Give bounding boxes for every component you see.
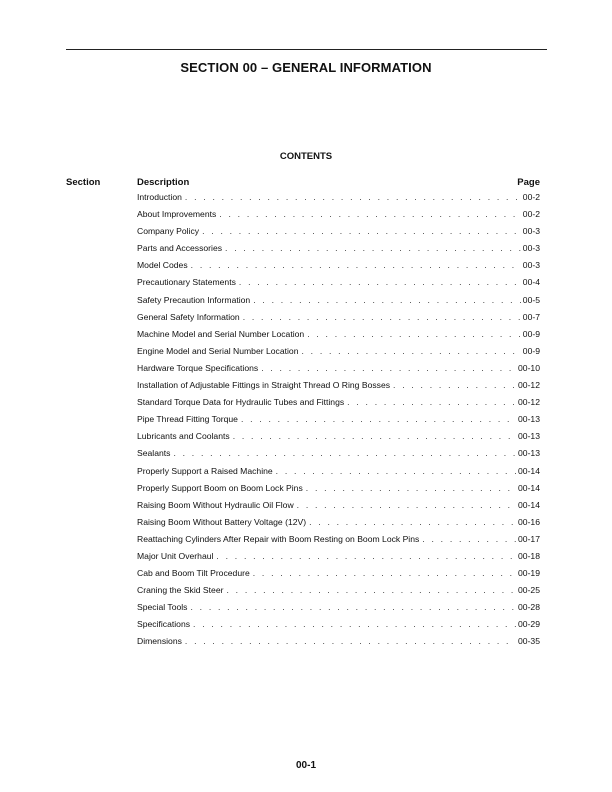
dot-leader [185, 636, 516, 646]
toc-entry[interactable] [137, 277, 540, 294]
toc-entry-page: 00-12 [518, 380, 540, 391]
toc-entry-description: Specifications [137, 619, 191, 630]
toc-entry-page: 00-2 [522, 192, 540, 202]
contents-heading: CONTENTS [279, 151, 333, 162]
toc-entry-page: 00-5 [522, 294, 540, 305]
toc-entry-description: Hardware Torque Specifications [137, 362, 259, 373]
dot-leader [253, 568, 516, 578]
dot-leader [241, 414, 516, 424]
toc-entry-description: Craning the Skid Steer [137, 585, 224, 596]
toc-entry-description: Properly Support a Raised Machine [137, 465, 273, 476]
dot-leader [297, 500, 516, 510]
dot-leader [261, 363, 516, 373]
toc-entry[interactable] [137, 380, 540, 397]
toc-entry-page: 00-12 [518, 397, 540, 408]
toc-entry-page: 00-29 [518, 619, 540, 630]
dot-leader [301, 346, 520, 356]
top-rule [66, 49, 547, 50]
toc-entry[interactable] [137, 243, 540, 260]
toc-entry-description: General Safety Information [137, 311, 240, 322]
toc-entry-description: Sealants [137, 448, 171, 459]
toc-entry-page: 00-19 [518, 568, 540, 579]
column-header-section: Section [66, 177, 101, 188]
toc-entry-page: 00-14 [518, 482, 540, 493]
toc-entry-description: Raising Boom Without Battery Voltage (12V) [137, 516, 307, 527]
toc-entry-description: Installation of Adjustable Fittings in Straight Thread O Ring Bosses [137, 380, 391, 391]
dot-leader [307, 329, 521, 339]
toc-entry-description: Reattaching Cylinders After Repair with Boom Resting on Boom Lock Pins [137, 533, 420, 544]
toc-entry-description: Properly Support Boom on Boom Lock Pins [137, 482, 303, 493]
dot-leader [185, 192, 521, 202]
toc-entry-description: Major Unit Overhaul [137, 550, 214, 561]
toc-entry-page: 00-7 [522, 311, 540, 322]
table-of-contents [137, 192, 540, 654]
toc-entry[interactable] [137, 534, 540, 551]
dot-leader [225, 243, 521, 253]
toc-entry[interactable] [137, 312, 540, 329]
toc-entry-description: Machine Model and Serial Number Location [137, 328, 305, 339]
toc-entry-page: 00-3 [522, 226, 540, 237]
toc-entry[interactable] [137, 192, 540, 209]
toc-entry-page: 00-17 [518, 533, 540, 544]
toc-entry-description: Precautionary Statements [137, 277, 236, 288]
toc-entry-page: 00-9 [522, 328, 540, 339]
toc-entry-page: 00-13 [518, 448, 540, 459]
column-header-description: Description [137, 177, 190, 188]
toc-entry-description: Model Codes [137, 260, 188, 271]
toc-entry[interactable] [137, 517, 540, 534]
toc-entry-page: 00-3 [522, 243, 540, 254]
toc-entry-description: Dimensions [137, 636, 182, 647]
dot-leader [193, 619, 516, 629]
dot-leader [239, 277, 521, 287]
toc-entry[interactable] [137, 329, 540, 346]
dot-leader [243, 312, 521, 322]
toc-entry-page: 00-14 [518, 465, 540, 476]
toc-entry-description: Parts and Accessories [137, 243, 223, 254]
page-title: SECTION 00 – GENERAL INFORMATION [180, 60, 432, 75]
toc-entry[interactable] [137, 585, 540, 602]
toc-entry[interactable] [137, 397, 540, 414]
dot-leader [309, 517, 516, 527]
toc-entry[interactable] [137, 602, 540, 619]
column-header-page: Page [517, 177, 540, 188]
dot-leader [422, 534, 516, 544]
toc-entry-page: 00-3 [522, 260, 540, 271]
toc-entry-page: 00-2 [522, 209, 540, 220]
toc-entry-description: Raising Boom Without Hydraulic Oil Flow [137, 499, 294, 510]
toc-entry-page: 00-18 [518, 550, 540, 561]
toc-entry-description: Lubricants and Coolants [137, 431, 230, 442]
dot-leader [306, 483, 516, 493]
dot-leader [233, 431, 516, 441]
toc-entry-description: About Improvements [137, 209, 217, 220]
toc-entry-page: 00-28 [518, 602, 540, 613]
toc-entry[interactable] [137, 619, 540, 636]
toc-entry-description: Pipe Thread Fitting Torque [137, 414, 238, 425]
toc-entry[interactable] [137, 448, 540, 465]
toc-entry[interactable] [137, 483, 540, 500]
toc-entry[interactable] [137, 226, 540, 243]
dot-leader [191, 260, 521, 270]
toc-entry[interactable] [137, 551, 540, 568]
toc-entry[interactable] [137, 363, 540, 380]
page-number: 00-1 [295, 760, 316, 771]
toc-entry-page: 00-9 [522, 345, 540, 356]
dot-leader [347, 397, 516, 407]
dot-leader [190, 602, 516, 612]
toc-entry[interactable] [137, 414, 540, 431]
dot-leader [276, 466, 516, 476]
dot-leader [202, 226, 521, 236]
toc-entry[interactable] [137, 466, 540, 483]
toc-entry-description: Engine Model and Serial Number Location [137, 345, 299, 356]
dot-leader [219, 209, 521, 219]
toc-entry-page: 00-16 [518, 516, 540, 527]
toc-entry-description: Introduction [137, 192, 182, 202]
dot-leader [253, 295, 521, 305]
toc-entry-description: Cab and Boom Tilt Procedure [137, 568, 250, 579]
toc-entry-page: 00-25 [518, 585, 540, 596]
toc-entry[interactable] [137, 260, 540, 277]
toc-entry-page: 00-35 [518, 636, 540, 647]
dot-leader [173, 448, 516, 458]
toc-entry-page: 00-14 [518, 499, 540, 510]
toc-entry-description: Company Policy [137, 226, 200, 237]
toc-entry-page: 00-13 [518, 414, 540, 425]
toc-entry[interactable] [137, 295, 540, 312]
toc-entry-description: Safety Precaution Information [137, 294, 251, 305]
toc-entry-page: 00-4 [522, 277, 540, 288]
dot-leader [226, 585, 516, 595]
toc-entry[interactable] [137, 431, 540, 448]
toc-entry[interactable] [137, 568, 540, 585]
toc-entry-page: 00-13 [518, 431, 540, 442]
dot-leader [393, 380, 516, 390]
toc-entry-description: Special Tools [137, 602, 188, 613]
toc-entry[interactable] [137, 209, 540, 226]
toc-entry[interactable] [137, 346, 540, 363]
dot-leader [216, 551, 516, 561]
toc-entry-page: 00-10 [518, 362, 540, 373]
toc-entry-description: Standard Torque Data for Hydraulic Tubes and Fittings [137, 397, 345, 408]
toc-entry[interactable] [137, 500, 540, 517]
toc-entry[interactable] [137, 636, 540, 653]
